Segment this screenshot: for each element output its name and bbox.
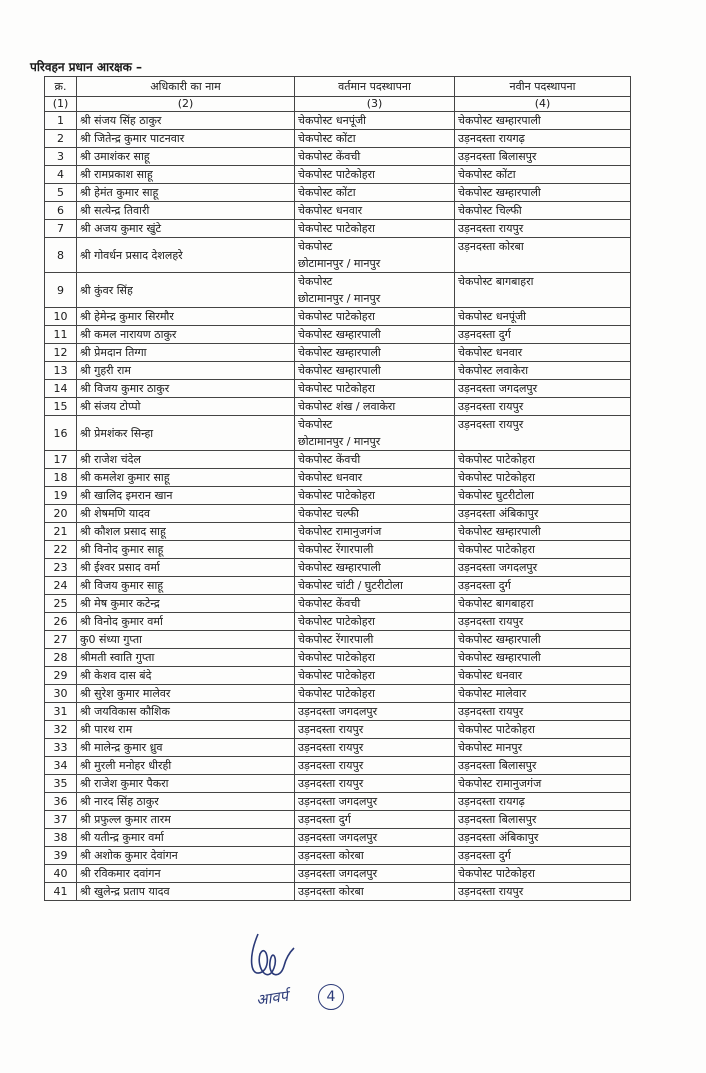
officer-name-cell: श्री प्रफुल्ल कुमार तारम <box>77 811 295 829</box>
current-posting-cell: चेकपोस्ट चांटी / घुटरीटोला <box>295 577 455 595</box>
officer-name-cell: श्री प्रेमदान तिग्गा <box>77 344 295 362</box>
new-posting-cell: चेकपोस्ट धनवार <box>455 344 631 362</box>
officer-name-cell: श्री केशव दास बंदे <box>77 667 295 685</box>
new-posting-cell: उड़नदस्ता रायपुर <box>455 416 631 451</box>
table-row <box>45 757 631 775</box>
officer-name-cell: श्री खुलेन्द्र प्रताप यादव <box>77 883 295 901</box>
signature-text: आवर्प <box>254 986 290 1010</box>
officer-name-cell: श्री गुहरी राम <box>77 362 295 380</box>
table-row <box>45 326 631 344</box>
table-row <box>45 613 631 631</box>
new-posting-cell: चेकपोस्ट खम्हारपाली <box>455 184 631 202</box>
serial-number-cell: 7 <box>45 220 77 238</box>
new-posting-cell: चेकपोस्ट मानपुर <box>455 739 631 757</box>
table-row <box>45 469 631 487</box>
current-posting-cell: चेकपोस्ट पाटेकोहरा <box>295 649 455 667</box>
table-row <box>45 130 631 148</box>
officer-name-cell: श्री गोवर्धन प्रसाद देशलहरे <box>77 238 295 273</box>
serial-number-cell: 38 <box>45 829 77 847</box>
current-posting-cell: उड़नदस्ता जगदलपुर <box>295 793 455 811</box>
new-posting-cell: उड़नदस्ता दुर्ग <box>455 577 631 595</box>
column-number-row <box>45 97 631 112</box>
current-posting-cell: चेकपोस्ट कोंटा <box>295 130 455 148</box>
serial-number-cell: 14 <box>45 380 77 398</box>
table-row <box>45 739 631 757</box>
serial-number-cell: 39 <box>45 847 77 865</box>
new-posting-cell: चेकपोस्ट बागबाहरा <box>455 273 631 308</box>
table-row <box>45 847 631 865</box>
current-posting-cell: चेकपोस्ट खम्हारपाली <box>295 362 455 380</box>
serial-number-cell: 37 <box>45 811 77 829</box>
new-posting-cell: उड़नदस्ता अंबिकापुर <box>455 505 631 523</box>
table-row <box>45 811 631 829</box>
table-row <box>45 184 631 202</box>
current-posting-cell: चेकपोस्ट केंवची <box>295 451 455 469</box>
officer-name-cell: श्री मेष कुमार कटेन्द्र <box>77 595 295 613</box>
officer-name-cell: श्रीमती स्वाति गुप्ता <box>77 649 295 667</box>
new-posting-cell: चेकपोस्ट खम्हारपाली <box>455 523 631 541</box>
officer-name-cell: श्री विजय कुमार साहू <box>77 577 295 595</box>
table-row <box>45 793 631 811</box>
table-row <box>45 238 631 273</box>
header-serial: क्र. <box>45 77 77 97</box>
current-posting-cell <box>295 273 455 308</box>
new-posting-cell: उड़नदस्ता रायगढ़ <box>455 793 631 811</box>
table-row <box>45 487 631 505</box>
serial-number-cell: 36 <box>45 793 77 811</box>
serial-number-cell: 15 <box>45 398 77 416</box>
officer-name-cell: श्री राजेश चंदेल <box>77 451 295 469</box>
new-posting-cell: चेकपोस्ट मालेवार <box>455 685 631 703</box>
current-posting-cell <box>295 416 455 451</box>
officer-name-cell: श्री पारथ राम <box>77 721 295 739</box>
current-posting-cell: चेकपोस्ट धनवार <box>295 202 455 220</box>
current-posting-cell: उड़नदस्ता रायपुर <box>295 739 455 757</box>
current-posting-cell: चेकपोस्ट धनपूंजी <box>295 112 455 130</box>
current-posting-cell: चेकपोस्ट खम्हारपाली <box>295 326 455 344</box>
current-posting-line: चेकपोस्ट <box>298 240 333 253</box>
current-posting-cell: उड़नदस्ता रायपुर <box>295 757 455 775</box>
new-posting-cell: चेकपोस्ट पाटेकोहरा <box>455 865 631 883</box>
officer-name-cell: श्री सुरेश कुमार मालेवर <box>77 685 295 703</box>
new-posting-cell: उड़नदस्ता दुर्ग <box>455 847 631 865</box>
header-officer-name: अधिकारी का नाम <box>77 77 295 97</box>
current-posting-cell: उड़नदस्ता जगदलपुर <box>295 865 455 883</box>
transfer-table <box>44 76 631 901</box>
current-posting-cell: उड़नदस्ता कोरबा <box>295 883 455 901</box>
officer-name-cell: श्री रविकमार दवांगन <box>77 865 295 883</box>
new-posting-cell: उड़नदस्ता जगदलपुर <box>455 380 631 398</box>
current-posting-cell: चेकपोस्ट चल्फी <box>295 505 455 523</box>
table-row <box>45 416 631 451</box>
new-posting-cell: चेकपोस्ट पाटेकोहरा <box>455 541 631 559</box>
new-posting-cell: चेकपोस्ट खम्हारपाली <box>455 112 631 130</box>
table-row <box>45 523 631 541</box>
serial-number-cell: 5 <box>45 184 77 202</box>
table-row <box>45 685 631 703</box>
serial-number-cell: 16 <box>45 416 77 451</box>
officer-name-cell: श्री मुरली मनोहर धीरही <box>77 757 295 775</box>
header-new-posting: नवीन पदस्थापना <box>455 77 631 97</box>
new-posting-cell: चेकपोस्ट कोंटा <box>455 166 631 184</box>
current-posting-line: चेकपोस्ट <box>298 275 333 288</box>
officer-name-cell: श्री रामप्रकाश साहू <box>77 166 295 184</box>
new-posting-cell: उड़नदस्ता बिलासपुर <box>455 757 631 775</box>
table-row <box>45 505 631 523</box>
serial-number-cell: 29 <box>45 667 77 685</box>
new-posting-cell: चेकपोस्ट चिल्फी <box>455 202 631 220</box>
table-row <box>45 703 631 721</box>
new-posting-cell: उड़नदस्ता कोरबा <box>455 238 631 273</box>
current-posting-cell: चेकपोस्ट पाटेकोहरा <box>295 613 455 631</box>
serial-number-cell: 4 <box>45 166 77 184</box>
new-posting-cell: चेकपोस्ट रामानुजगंज <box>455 775 631 793</box>
current-posting-cell: उड़नदस्ता रायपुर <box>295 775 455 793</box>
serial-number-cell: 41 <box>45 883 77 901</box>
table-row <box>45 362 631 380</box>
current-posting-cell: चेकपोस्ट धनवार <box>295 469 455 487</box>
officer-name-cell: श्री जयविकास कौशिक <box>77 703 295 721</box>
officer-name-cell: श्री कमलेश कुमार साहू <box>77 469 295 487</box>
serial-number-cell: 40 <box>45 865 77 883</box>
new-posting-cell: उड़नदस्ता बिलासपुर <box>455 811 631 829</box>
table-row <box>45 721 631 739</box>
serial-number-cell: 6 <box>45 202 77 220</box>
serial-number-cell: 9 <box>45 273 77 308</box>
serial-number-cell: 25 <box>45 595 77 613</box>
current-posting-cell: चेकपोस्ट खम्हारपाली <box>295 344 455 362</box>
officer-name-cell: श्री कमल नारायण ठाकुर <box>77 326 295 344</box>
current-posting-cell: उड़नदस्ता रायपुर <box>295 721 455 739</box>
serial-number-cell: 12 <box>45 344 77 362</box>
serial-number-cell: 17 <box>45 451 77 469</box>
serial-number-cell: 1 <box>45 112 77 130</box>
table-row <box>45 667 631 685</box>
officer-name-cell: श्री सत्येन्द्र तिवारी <box>77 202 295 220</box>
table-row <box>45 344 631 362</box>
current-posting-cell: चेकपोस्ट रामानुजगंज <box>295 523 455 541</box>
current-posting-cell: चेकपोस्ट शंख / लवाकेरा <box>295 398 455 416</box>
new-posting-cell: उड़नदस्ता रायपुर <box>455 220 631 238</box>
serial-number-cell: 21 <box>45 523 77 541</box>
current-posting-cell: चेकपोस्ट केंवची <box>295 595 455 613</box>
new-posting-cell: चेकपोस्ट लवाकेरा <box>455 362 631 380</box>
serial-number-cell: 27 <box>45 631 77 649</box>
new-posting-cell: उड़नदस्ता अंबिकापुर <box>455 829 631 847</box>
officer-name-cell: श्री शेषमणि यादव <box>77 505 295 523</box>
table-row <box>45 577 631 595</box>
current-posting-cell: चेकपोस्ट रेंगारपाली <box>295 541 455 559</box>
serial-number-cell: 24 <box>45 577 77 595</box>
table-row <box>45 631 631 649</box>
new-posting-cell: चेकपोस्ट खम्हारपाली <box>455 631 631 649</box>
serial-number-cell: 20 <box>45 505 77 523</box>
serial-number-cell: 19 <box>45 487 77 505</box>
officer-name-cell: श्री ईश्वर प्रसाद वर्मा <box>77 559 295 577</box>
serial-number-cell: 23 <box>45 559 77 577</box>
new-posting-cell: उड़नदस्ता रायपुर <box>455 883 631 901</box>
officer-name-cell: श्री मालेन्द्र कुमार ध्रुव <box>77 739 295 757</box>
current-posting-cell: चेकपोस्ट खम्हारपाली <box>295 559 455 577</box>
officer-name-cell: श्री कुंवर सिंह <box>77 273 295 308</box>
new-posting-cell: उड़नदस्ता रायगढ़ <box>455 130 631 148</box>
table-row <box>45 308 631 326</box>
column-number: (3) <box>295 97 455 112</box>
table-row <box>45 166 631 184</box>
current-posting-cell: चेकपोस्ट पाटेकोहरा <box>295 487 455 505</box>
serial-number-cell: 11 <box>45 326 77 344</box>
serial-number-cell: 13 <box>45 362 77 380</box>
current-posting-cell: चेकपोस्ट केंवची <box>295 148 455 166</box>
current-posting-cell: उड़नदस्ता दुर्ग <box>295 811 455 829</box>
serial-number-cell: 34 <box>45 757 77 775</box>
current-posting-cell: चेकपोस्ट कोंटा <box>295 184 455 202</box>
current-posting-cell: चेकपोस्ट पाटेकोहरा <box>295 308 455 326</box>
table-header-row <box>45 77 631 97</box>
officer-name-cell: श्री खालिद इमरान खान <box>77 487 295 505</box>
officer-name-cell: श्री नारद सिंह ठाकुर <box>77 793 295 811</box>
serial-number-cell: 28 <box>45 649 77 667</box>
new-posting-cell: चेकपोस्ट बागबाहरा <box>455 595 631 613</box>
current-posting-cell: उड़नदस्ता जगदलपुर <box>295 829 455 847</box>
current-posting-cell: चेकपोस्ट पाटेकोहरा <box>295 380 455 398</box>
table-row <box>45 541 631 559</box>
current-posting-cell: चेकपोस्ट रेंगारपाली <box>295 631 455 649</box>
table-row <box>45 202 631 220</box>
officer-name-cell: श्री संजय टोप्पो <box>77 398 295 416</box>
table-row <box>45 398 631 416</box>
officer-name-cell: कु0 संध्या गुप्ता <box>77 631 295 649</box>
new-posting-cell: उड़नदस्ता दुर्ग <box>455 326 631 344</box>
officer-name-cell: श्री जितेन्द्र कुमार पाटनवार <box>77 130 295 148</box>
table-row <box>45 649 631 667</box>
current-posting-line: चेकपोस्ट <box>298 418 333 431</box>
new-posting-cell: उड़नदस्ता रायपुर <box>455 613 631 631</box>
officer-name-cell: श्री अशोक कुमार देवांगन <box>77 847 295 865</box>
serial-number-cell: 26 <box>45 613 77 631</box>
table-row <box>45 112 631 130</box>
table-row <box>45 595 631 613</box>
officer-name-cell: श्री विनोद कुमार साहू <box>77 541 295 559</box>
current-posting-cell: चेकपोस्ट पाटेकोहरा <box>295 685 455 703</box>
table-row <box>45 829 631 847</box>
table-body <box>45 112 631 901</box>
table-row <box>45 273 631 308</box>
officer-name-cell: श्री संजय सिंह ठाकुर <box>77 112 295 130</box>
officer-name-cell: श्री प्रेमशंकर सिन्हा <box>77 416 295 451</box>
officer-name-cell: श्री अजय कुमार खुंटे <box>77 220 295 238</box>
table-row <box>45 883 631 901</box>
current-posting-line: छोटामानपुर / मानपुर <box>298 292 381 305</box>
serial-number-cell: 3 <box>45 148 77 166</box>
officer-name-cell: श्री विनोद कुमार वर्मा <box>77 613 295 631</box>
new-posting-cell: उड़नदस्ता बिलासपुर <box>455 148 631 166</box>
table-row <box>45 220 631 238</box>
new-posting-cell: चेकपोस्ट खम्हारपाली <box>455 649 631 667</box>
new-posting-cell: चेकपोस्ट घुटरीटोला <box>455 487 631 505</box>
serial-number-cell: 8 <box>45 238 77 273</box>
current-posting-cell: चेकपोस्ट पाटेकोहरा <box>295 220 455 238</box>
table-row <box>45 775 631 793</box>
current-posting-cell: चेकपोस्ट पाटेकोहरा <box>295 667 455 685</box>
officer-name-cell: श्री हेमंत कुमार साहू <box>77 184 295 202</box>
serial-number-cell: 31 <box>45 703 77 721</box>
serial-number-cell: 33 <box>45 739 77 757</box>
table-row <box>45 148 631 166</box>
current-posting-cell: चेकपोस्ट पाटेकोहरा <box>295 166 455 184</box>
current-posting-cell: उड़नदस्ता कोरबा <box>295 847 455 865</box>
column-number: (4) <box>455 97 631 112</box>
table-row <box>45 451 631 469</box>
page-number: 4 <box>318 984 344 1010</box>
new-posting-cell: चेकपोस्ट पाटेकोहरा <box>455 451 631 469</box>
officer-name-cell: श्री यतीन्द्र कुमार वर्मा <box>77 829 295 847</box>
new-posting-cell: उड़नदस्ता रायपुर <box>455 703 631 721</box>
current-posting-line: छोटामानपुर / मानपुर <box>298 257 381 270</box>
serial-number-cell: 32 <box>45 721 77 739</box>
current-posting-cell: उड़नदस्ता जगदलपुर <box>295 703 455 721</box>
officer-name-cell: श्री हेमेन्द्र कुमार सिरमौर <box>77 308 295 326</box>
officer-name-cell: श्री कौशल प्रसाद साहू <box>77 523 295 541</box>
serial-number-cell: 30 <box>45 685 77 703</box>
officer-name-cell: श्री राजेश कुमार पैकरा <box>77 775 295 793</box>
serial-number-cell: 2 <box>45 130 77 148</box>
table-row <box>45 380 631 398</box>
header-current-posting: वर्तमान पदस्थापना <box>295 77 455 97</box>
new-posting-cell: चेकपोस्ट पाटेकोहरा <box>455 469 631 487</box>
officer-name-cell: श्री विजय कुमार ठाकुर <box>77 380 295 398</box>
table-row <box>45 865 631 883</box>
new-posting-cell: चेकपोस्ट धनपूंजी <box>455 308 631 326</box>
serial-number-cell: 18 <box>45 469 77 487</box>
column-number: (2) <box>77 97 295 112</box>
new-posting-cell: उड़नदस्ता रायपुर <box>455 398 631 416</box>
serial-number-cell: 35 <box>45 775 77 793</box>
section-heading: परिवहन प्रधान आरक्षक – <box>30 60 143 74</box>
column-number: (1) <box>45 97 77 112</box>
officer-name-cell: श्री उमाशंकर साहू <box>77 148 295 166</box>
current-posting-line: छोटामानपुर / मानपुर <box>298 435 381 448</box>
current-posting-cell <box>295 238 455 273</box>
serial-number-cell: 10 <box>45 308 77 326</box>
new-posting-cell: चेकपोस्ट पाटेकोहरा <box>455 721 631 739</box>
table-row <box>45 559 631 577</box>
new-posting-cell: चेकपोस्ट धनवार <box>455 667 631 685</box>
new-posting-cell: उड़नदस्ता जगदलपुर <box>455 559 631 577</box>
serial-number-cell: 22 <box>45 541 77 559</box>
